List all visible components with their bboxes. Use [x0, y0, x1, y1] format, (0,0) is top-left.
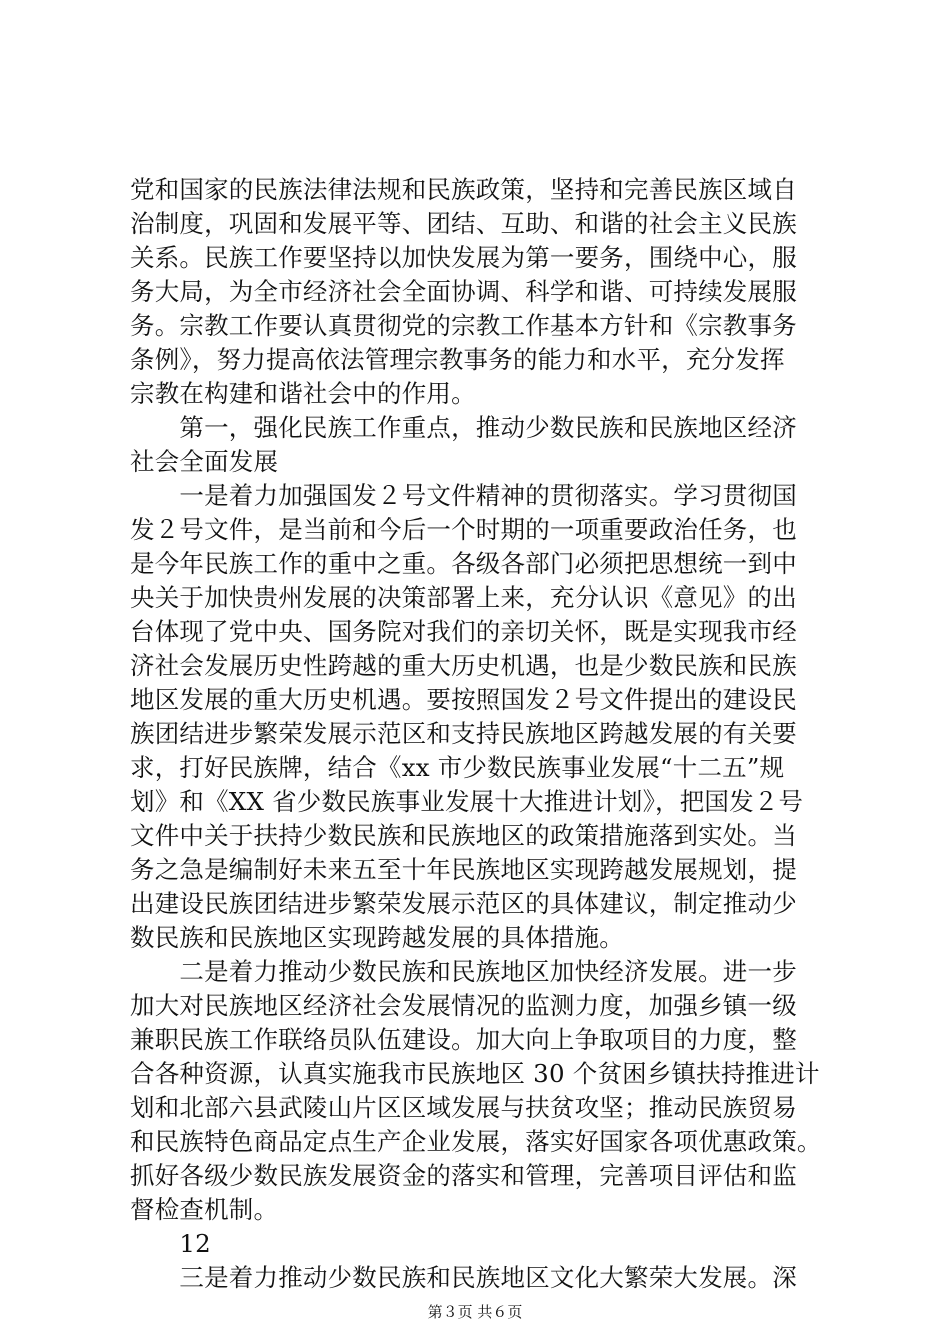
text-line: 族团结进步繁荣发展示范区和支持民族地区跨越发展的有关要: [130, 719, 797, 748]
text-line: 加大对民族地区经济社会发展情况的监测力度，加强乡镇一级: [130, 991, 797, 1020]
text-line: 宗教在构建和谐社会中的作用。: [130, 379, 476, 408]
stray-number: 12: [130, 1229, 211, 1258]
text-line: 二是着力推动少数民族和民族地区加快经济发展。进一步: [130, 957, 797, 986]
text-line: 济社会发展历史性跨越的重大历史机遇，也是少数民族和民族: [130, 651, 797, 680]
section-heading: 第一，强化民族工作重点，推动少数民族和民族地区经济: [130, 413, 797, 442]
text-line: 党和国家的民族法律法规和民族政策，坚持和完善民族区域自: [130, 175, 797, 204]
text-line: 关系。民族工作要坚持以加快发展为第一要务，围绕中心，服: [130, 243, 797, 272]
text-line: 一是着力加强国发２号文件精神的贯彻落实。学习贯彻国: [130, 481, 797, 510]
text-line: 台体现了党中央、国务院对我们的亲切关怀，既是实现我市经: [130, 617, 797, 646]
text-line: 地区发展的重大历史机遇。要按照国发２号文件提出的建设民: [130, 685, 797, 714]
text-line: 发２号文件，是当前和今后一个时期的一项重要政治任务，也: [130, 515, 797, 544]
text-line: 和民族特色商品定点生产企业发展，落实好国家各项优惠政策。: [130, 1127, 822, 1156]
text-line: 出建设民族团结进步繁荣发展示范区的具体建议，制定推动少: [130, 889, 797, 918]
text-line: 兼职民族工作联络员队伍建设。加大向上争取项目的力度，整: [130, 1025, 797, 1054]
text-line: 央关于加快贵州发展的决策部署上来，充分认识《意见》的出: [130, 583, 797, 612]
text-line: 数民族和民族地区实现跨越发展的具体措施。: [130, 923, 624, 952]
text-line: 务大局，为全市经济社会全面协调、科学和谐、可持续发展服: [130, 277, 797, 306]
text-line: 合各种资源，认真实施我市民族地区 30 个贫困乡镇扶持推进计: [130, 1059, 820, 1088]
text-line: 务之急是编制好未来五至十年民族地区实现跨越发展规划，提: [130, 855, 797, 884]
page-footer: 第３页 共６页: [427, 1303, 523, 1321]
text-line: 划和北部六县武陵山片区区域发展与扶贫攻坚；推动民族贸易: [130, 1093, 797, 1122]
text-line: 是今年民族工作的重中之重。各级各部门必须把思想统一到中: [130, 549, 797, 578]
text-line: 务。宗教工作要认真贯彻党的宗教工作基本方针和《宗教事务: [130, 311, 797, 340]
text-line: 条例》，努力提高依法管理宗教事务的能力和水平，充分发挥: [130, 345, 785, 374]
text-line: 督检查机制。: [130, 1195, 279, 1224]
text-line: 抓好各级少数民族发展资金的落实和管理，完善项目评估和监: [130, 1161, 797, 1190]
text-line: 求，打好民族牌，结合《xx 市少数民族事业发展“十二五”规: [130, 753, 785, 782]
text-line: 文件中关于扶持少数民族和民族地区的政策措施落到实处。当: [130, 821, 797, 850]
text-line: 三是着力推动少数民族和民族地区文化大繁荣大发展。深: [130, 1263, 797, 1292]
text-line: 治制度，巩固和发展平等、团结、互助、和谐的社会主义民族: [130, 209, 797, 238]
section-heading: 社会全面发展: [130, 447, 279, 476]
text-line: 划》和《XX 省少数民族事业发展十大推进计划》，把国发２号: [130, 787, 804, 816]
